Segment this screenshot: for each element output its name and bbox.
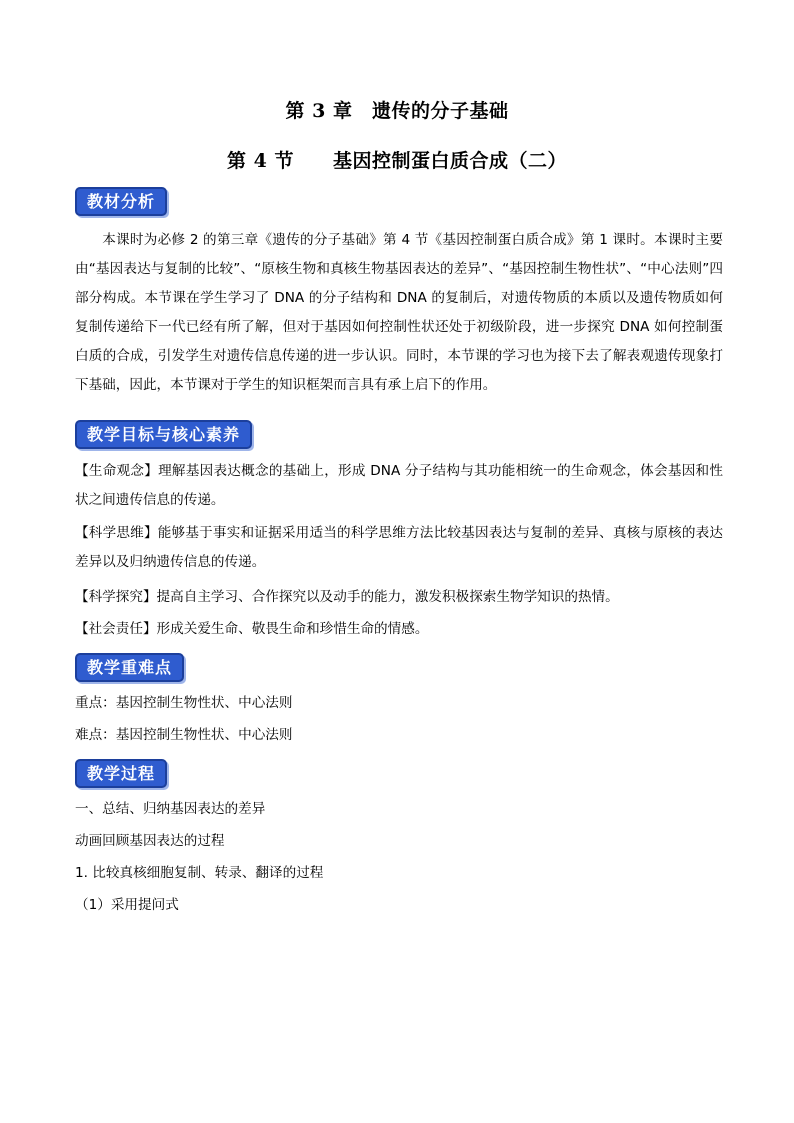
process-item-summary: 一、总结、归纳基因表达的差异 bbox=[75, 801, 266, 817]
badge-teaching-process: 教学过程 bbox=[75, 759, 167, 788]
process-item-method: （1）采用提问式 bbox=[75, 897, 179, 913]
badge-textbook-analysis: 教材分析 bbox=[75, 187, 167, 216]
chapter-title: 第 3 章 遗传的分子基础 bbox=[285, 100, 509, 122]
goal-scientific-inquiry: 【科学探究】提高自主学习、合作探究以及动手的能力，激发积极探索生物学知识的热情。 bbox=[75, 589, 619, 605]
goal-life-concept: 【生命观念】理解基因表达概念的基础上，形成 DNA 分子结构与其功能相统一的生命观念，体会基因和性状之间遗传信息的传递。 bbox=[75, 463, 723, 508]
goal-social-responsibility: 【社会责任】形成关爱生命、敬畏生命和珍惜生命的情感。 bbox=[75, 621, 429, 637]
analysis-paragraph: 本课时为必修 2 的第三章《遗传的分子基础》第 4 节《基因控制蛋白质合成》第 1 课时。本课时主要由“基因表达与复制的比较”、“原核生物和真核生物基因表达的差异”、“基因控制生物性状”、“中心法则”四部分构成。本节课在学生学习了 DNA 的分子结构和 DNA 的复制后，对遗传物质的本质以及遗传物质如何复制传递给下一代已经有所了解，但对于基因如何控制性状还处于初级阶段，进一步探究 DNA 如何控制蛋白质的合成，引发学生对遗传信息传递的进一步认识。同时，本节课的学习也为接下去了解表观遗传现象打下基础，因此，本节课对于学生的知识框架而言具有承上启下的作用。 bbox=[75, 232, 723, 393]
badge-key-difficult-points: 教学重难点 bbox=[75, 653, 184, 682]
key-point-focus: 重点：基因控制生物性状、中心法则 bbox=[75, 695, 293, 711]
badge-teaching-goals: 教学目标与核心素养 bbox=[75, 420, 252, 449]
goal-scientific-thinking: 【科学思维】能够基于事实和证据采用适当的科学思维方法比较基因表达与复制的差异、真核与原核的表达差异以及归纳遗传信息的传递。 bbox=[75, 525, 723, 570]
section-title: 第 4 节 基因控制蛋白质合成（二） bbox=[227, 150, 567, 172]
key-point-difficulty: 难点：基因控制生物性状、中心法则 bbox=[75, 727, 293, 743]
process-item-compare: 1. 比较真核细胞复制、转录、翻译的过程 bbox=[75, 865, 324, 881]
process-item-animation: 动画回顾基因表达的过程 bbox=[75, 833, 225, 849]
